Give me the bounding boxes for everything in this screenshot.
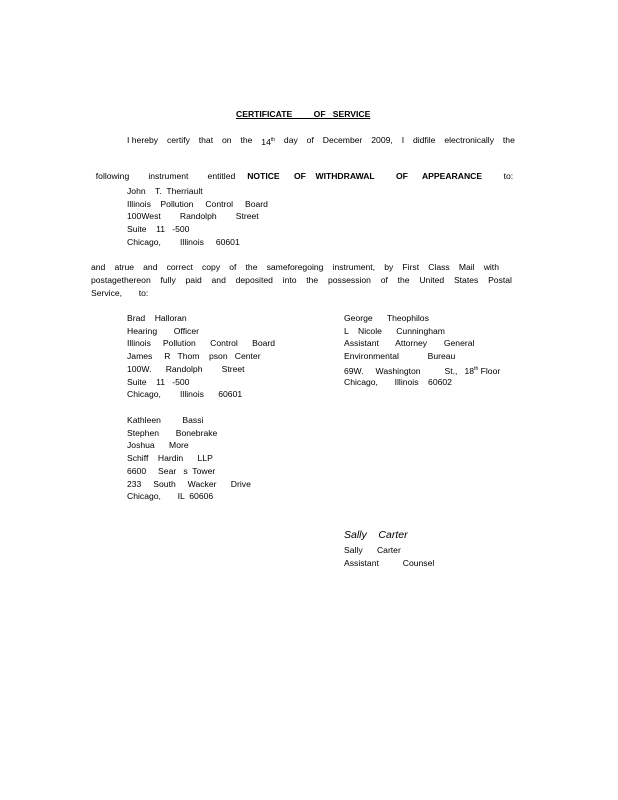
- address-line: James R Thom pson Center: [127, 351, 261, 362]
- word: and: [91, 262, 106, 272]
- signature: Sally Carter: [344, 529, 408, 541]
- word: possession: [327, 275, 371, 285]
- word: atrue: [114, 262, 135, 272]
- address-line: 233 South Wacker Drive: [127, 478, 251, 489]
- address-line: Illinois Pollution Control Board: [127, 338, 276, 349]
- para2-line2: [91, 275, 512, 286]
- address-line: 69W. Washington St., 18th Floor: [344, 365, 501, 376]
- para1-line2: following instrument entitled NOTICE OF WITHDRAWAL OF APPEARANCE to:: [95, 171, 514, 181]
- word: and: [143, 262, 158, 272]
- word: didfile: [412, 135, 436, 145]
- word: electronically: [444, 135, 495, 145]
- address-line: John T. Therriault: [127, 186, 203, 196]
- address-line: L Nicole Cunningham: [344, 325, 445, 336]
- address-line: 6600 Sear s Tower: [127, 465, 216, 476]
- word: of: [306, 135, 314, 145]
- word: of: [229, 262, 237, 272]
- word: I: [401, 135, 405, 145]
- word: sameforegoing: [266, 262, 324, 272]
- address-line: Assistant Attorney General: [344, 338, 475, 349]
- word: December: [322, 135, 363, 145]
- address-line: Chicago, Illinois 60602: [344, 376, 452, 387]
- word: the: [306, 275, 319, 285]
- word: copy: [201, 262, 221, 272]
- word: that: [198, 135, 214, 145]
- address-line: Kathleen Bassi: [127, 415, 204, 425]
- word: certify: [166, 135, 190, 145]
- address-line: George Theophilos: [344, 313, 429, 323]
- para1-line1: [127, 135, 515, 148]
- word: States: [453, 275, 479, 285]
- word: I hereby: [127, 135, 159, 145]
- address-line: 100West Randolph Street: [127, 211, 259, 222]
- word: 14th: [261, 137, 276, 147]
- word: Postal: [488, 275, 512, 285]
- word: paid: [185, 275, 202, 285]
- address-line: Environmental Bureau: [344, 351, 456, 362]
- signer-name: Sally Carter: [344, 545, 401, 555]
- word: Class: [428, 262, 450, 272]
- address-line: Chicago, Illinois 60601: [127, 389, 243, 400]
- word: 2009,: [371, 135, 393, 145]
- address-line: Suite 11 -500: [127, 376, 190, 387]
- word: deposited: [235, 275, 273, 285]
- word: instrument,: [332, 262, 376, 272]
- address-line: Brad Halloran: [127, 313, 187, 323]
- address-line: Chicago, Illinois 60601: [127, 236, 240, 247]
- address-line: Hearing Officer: [127, 325, 199, 336]
- word: Mail: [458, 262, 475, 272]
- address-line: Suite 11 -500: [127, 224, 190, 235]
- word: the: [245, 262, 258, 272]
- document-title: CERTIFICATE OF SERVICE: [236, 109, 371, 119]
- word: day: [283, 135, 298, 145]
- word: with: [483, 262, 499, 272]
- word: correct: [166, 262, 193, 272]
- word: the: [240, 135, 253, 145]
- para2-line3: Service, to:: [91, 288, 149, 298]
- word: First: [402, 262, 420, 272]
- word: into: [282, 275, 297, 285]
- word: and: [211, 275, 226, 285]
- word: United: [419, 275, 445, 285]
- address-line: 100W. Randolph Street: [127, 363, 245, 374]
- word: postagethereon: [91, 275, 151, 285]
- word: the: [502, 135, 515, 145]
- para2-line1: [91, 262, 499, 273]
- address-line: Chicago, IL 60606: [127, 491, 214, 502]
- address-line: Schiff Hardin LLP: [127, 453, 213, 464]
- address-line: Illinois Pollution Control Board: [127, 198, 268, 209]
- signer-title: Assistant Counsel: [344, 558, 435, 568]
- word: fully: [160, 275, 176, 285]
- word: of: [380, 275, 388, 285]
- word: the: [397, 275, 410, 285]
- word: on: [222, 135, 232, 145]
- address-line: Joshua More: [127, 440, 189, 451]
- word: by: [384, 262, 394, 272]
- address-line: Stephen Bonebrake: [127, 427, 218, 438]
